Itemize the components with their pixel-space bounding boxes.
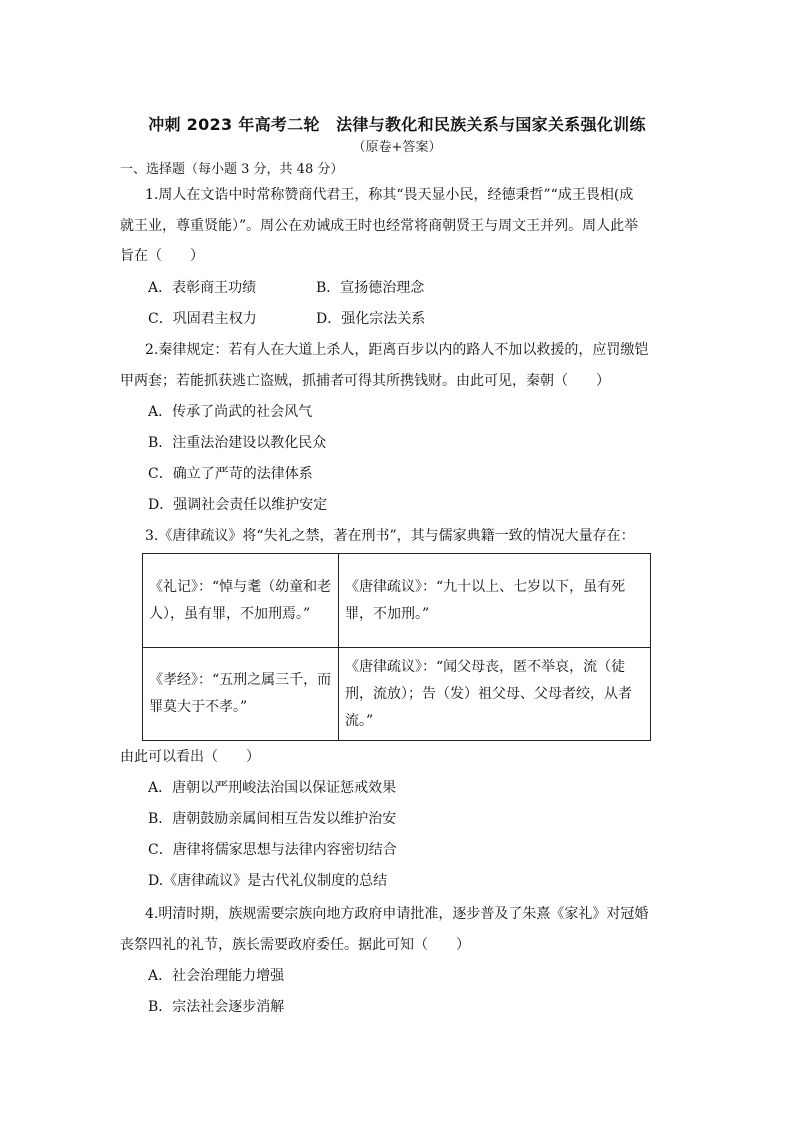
question-4-option-a: A．社会治理能力增强 [148,968,285,984]
question-2-option-d: D．强调社会责任以维护安定 [148,497,328,513]
section-heading: 一、选择题（每小题 3 分，共 48 分） [120,162,344,177]
question-2-option-c: C．确立了严苛的法律体系 [148,466,313,482]
table-cell: 《唐律疏议》：“九十以上、七岁以下，虽有死罪，不加刑。” [339,554,651,648]
question-3-option-c: C．唐律将儒家思想与法律内容密切结合 [148,842,397,858]
question-3-intro: 3.《唐律疏议》将“失礼之禁，著在刑书”，其与儒家典籍一致的情况大量存在： [145,528,635,544]
question-1-line-3: 旨在（ ） [120,248,204,264]
question-1-option-b: B．宣扬德治理念 [316,280,425,296]
question-2-option-a: A．传承了尚武的社会风气 [148,404,313,420]
question-3-option-a: A．唐朝以严刑峻法治国以保证惩戒效果 [148,780,397,796]
question-1-option-a: A．表彰商王功绩 [148,280,257,296]
table-cell: 《唐律疏议》：“闻父母丧，匿不举哀，流（徒刑，流放）；告（发）祖父母、父母者绞，从者流。” [339,648,651,741]
question-2-line-1: 2.秦律规定：若有人在大道上杀人，距离百步以内的路人不加以救援的，应罚缴铠 [145,342,649,358]
document-subtitle: （原卷+答案） [352,140,442,155]
question-1-option-c: C．巩固君主权力 [148,311,257,327]
table-cell: 《孝经》：“五刑之属三千，而罪莫大于不孝。” [143,648,339,741]
table-row [143,648,651,741]
question-2-line-2: 甲两套；若能抓获逃亡盗贼，抓捕者可得其所携钱财。由此可见，秦朝（ ） [120,373,610,389]
table-row [143,554,651,648]
question-3-table [142,553,651,741]
question-4-line-2: 丧祭四礼的礼节，族长需要政府委任。据此可知（ ） [120,937,470,953]
question-4-line-1: 4.明清时期，族规需要宗族向地方政府申请批准，逐步普及了朱熹《家礼》对冠婚 [145,906,649,922]
question-1-line-1: 1.周人在文诰中时常称赞商代君王，称其“畏天显小民，经德秉哲”“成王畏相(成 [145,187,634,203]
question-2-option-b: B．注重法治建设以教化民众 [148,435,327,451]
question-1-line-2: 就王业，尊重贤能）”。周公在劝诫成王时也经常将商朝贤王与周文王并列。周人此举 [120,218,639,234]
question-1-option-d: D．强化宗法关系 [316,311,426,327]
question-3-stem: 由此可以看出（ ） [120,749,260,765]
question-3-option-d: D.《唐律疏议》是古代礼仪制度的总结 [148,873,388,889]
table-cell: 《礼记》：“悼与耄（幼童和老人），虽有罪，不加刑焉。” [143,554,339,648]
question-3-option-b: B．唐朝鼓励亲属间相互告发以维护治安 [148,811,397,827]
document-title: 冲刺 2023 年高考二轮 法律与教化和民族关系与国家关系强化训练 [148,115,646,134]
question-4-option-b: B．宗法社会逐步消解 [148,999,285,1015]
